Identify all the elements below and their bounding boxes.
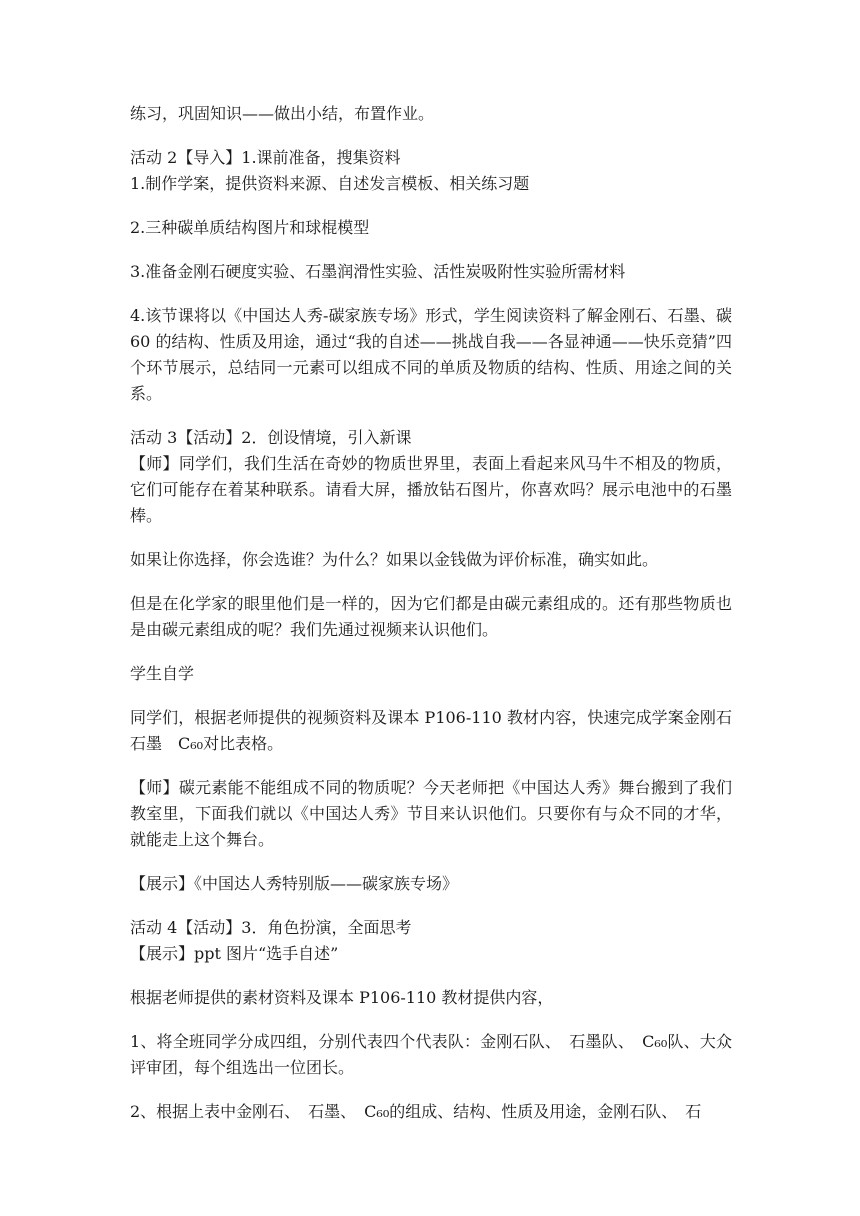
paragraph: 【师】同学们，我们生活在奇妙的物质世界里，表面上看起来风马牛不相及的物质，它们可能存在着某种联系。请看大屏，播放钻石图片，你喜欢吗？展示电池中的石墨棒。 [130,454,732,525]
paragraph: 根据老师提供的素材资料及课本 P106-110 教材提供内容， [130,988,554,1007]
paragraph: 练习，巩固知识——做出小结，布置作业。 [130,104,435,123]
paragraph: 学生自学 [130,664,195,683]
paragraph: 如果让你选择，你会选谁？为什么？如果以金钱做为评价标准，确实如此。 [130,550,659,569]
paragraph: 1、将全班同学分成四组，分别代表四个代表队：金刚石队、 石墨队、 C₆₀队、大众评审团，每个组选出一位团长。 [130,1032,732,1077]
paragraph: 【展示】《中国达人秀特别版——碳家族专场》 [130,874,459,893]
paragraph: 【展示】ppt 图片“选手自述” [130,944,339,963]
paragraph: 4.该节课将以《中国达人秀-碳家族专场》形式，学生阅读资料了解金刚石、石墨、碳 60 的结构、性质及用途，通过“我的自述——挑战自我——各显神通——快乐竞猜”四个环节展示，总结同一元素可以组成不同的单质及物质的结构、性质、用途之间的关系。 [130,306,732,403]
paragraph: 【师】碳元素能不能组成不同的物质呢？今天老师把《中国达人秀》舞台搬到了我们教室里，下面我们就以《中国达人秀》节目来认识他们。只要你有与众不同的才华，就能走上这个舞台。 [130,778,732,849]
paragraph: 但是在化学家的眼里他们是一样的，因为它们都是由碳元素组成的。还有那些物质也是由碳元素组成的呢？我们先通过视频来认识他们。 [130,594,732,639]
paragraph: 3.准备金刚石硬度实验、石墨润滑性实验、活性炭吸附性实验所需材料 [130,262,626,281]
paragraph: 2、根据上表中金刚石、 石墨、 C₆₀的组成、结构、性质及用途，金刚石队、 石 [130,1102,702,1121]
activity-heading: 活动 3【活动】2．创设情境，引入新课 [130,428,412,447]
activity-heading: 活动 4【活动】3．角色扮演，全面思考 [130,918,412,937]
paragraph: 1.制作学案，提供资料来源、自述发言模板、相关练习题 [130,174,530,193]
paragraph: 2.三种碳单质结构图片和球棍模型 [130,218,370,237]
document-page [130,101,749,1125]
activity-heading: 活动 2【导入】1.课前准备，搜集资料 [130,148,401,167]
paragraph: 同学们，根据老师提供的视频资料及课本 P106-110 教材内容，快速完成学案金刚石 石墨 C₆₀对比表格。 [130,708,749,753]
